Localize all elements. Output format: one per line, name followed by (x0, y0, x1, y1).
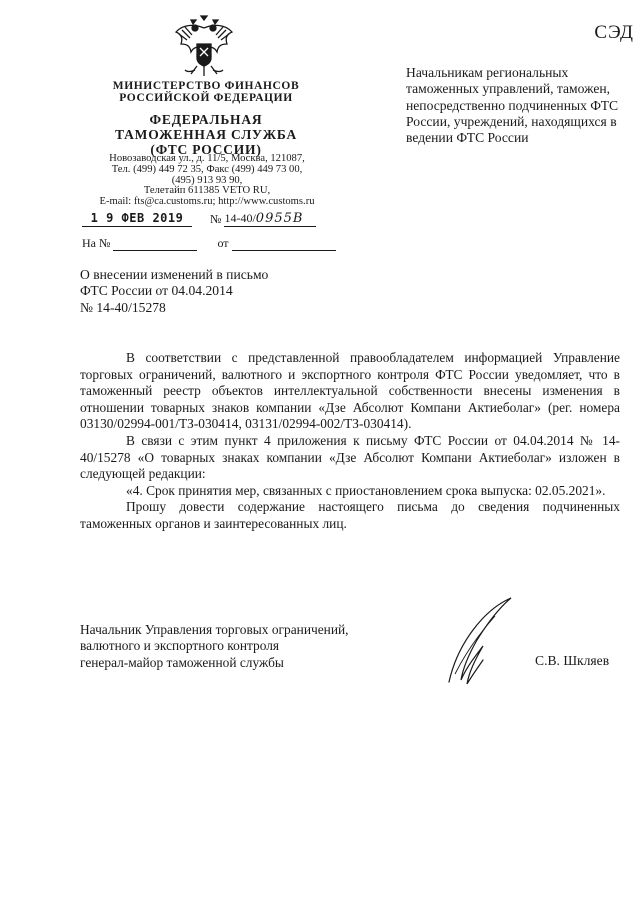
signatory-name: С.В. Шкляев (535, 653, 610, 668)
body-paragraph: В соответствии с представленной правообладателем информацией Управление торговых ограничений, валютного и экспортного контроля ФТС России уведомляет, что в таможенный реестр объектов интеллектуальной собственности внесены изменения в отношении товарных знаков компании «Дзе Абсолют Компани Актиеболаг» (рег. номера 03130/02994-001/ТЗ-030414, 03131/02994-002/ТЗ-030414). (80, 350, 620, 432)
contact-info (82, 154, 332, 208)
position-line: валютного и экспортного контроля (80, 638, 280, 654)
ref-date-field (232, 250, 336, 251)
number-prefix: 14-40/ (224, 211, 256, 225)
subject-line: ФТС России от 04.04.2014 (80, 283, 233, 299)
ministry-name (95, 80, 317, 104)
service-line: ФЕДЕРАЛЬНАЯ (149, 112, 263, 127)
email-line: E-mail: fts@ca.customs.ru; http://www.customs.ru (99, 196, 315, 208)
document-code: СЭД (594, 22, 634, 43)
body-paragraph: В связи с этим пункт 4 приложения к письму ФТС России от 04.04.2014 № 14-40/15278 «О товарных знаках компании «Дзе Абсолют Компани Актиеболаг» изложен в следующей редакции: (80, 432, 620, 482)
number-field (224, 211, 316, 227)
number-handwritten: 0955В (255, 211, 304, 226)
subject-line: О внесении изменений в письмо (80, 267, 269, 282)
position-line: генерал-майор таможенной службы (80, 654, 284, 670)
teletype-line: Телетайп 611385 VETO RU, (143, 185, 271, 197)
service-line: ТАМОЖЕННАЯ СЛУЖБА (114, 127, 298, 142)
letter-body (80, 350, 620, 533)
coat-of-arms-icon (173, 14, 235, 78)
addressee: Начальникам региональных таможенных управлений, таможен, непосредственно подчиненных ФТС России, учреждений, находящихся в ведении ФТС России (406, 65, 619, 146)
signatory-position (80, 622, 400, 671)
ministry-line: МИНИСТЕРСТВО ФИНАНСОВ (112, 80, 300, 92)
ref-label: На № (82, 236, 111, 250)
position-line: Начальник Управления торговых ограничений, (80, 622, 349, 637)
service-name (95, 112, 317, 157)
service-line: (ФТС РОССИИ) (150, 142, 262, 157)
number-label: № (210, 212, 222, 226)
reference-row (82, 236, 336, 251)
date-field (82, 211, 192, 227)
body-paragraph: «4. Срок принятия мер, связанных с приостановлением срока выпуска: 02.05.2021». (126, 482, 606, 498)
body-paragraph: Прошу довести содержание настоящего письма до сведения подчиненных таможенных органов и заинтересованных лиц. (80, 499, 620, 531)
from-label: от (217, 236, 229, 250)
address-line: Новозаводская ул., д. 11/5, Москва, 121087, (109, 153, 305, 164)
registration-row (82, 211, 316, 227)
handwritten-signature (425, 594, 535, 690)
phone-line: Тел. (499) 449 72 35, Факс (499) 449 73 00, (111, 163, 303, 175)
phone-line: (495) 913 93 90, (171, 174, 243, 186)
ref-number-field (113, 250, 197, 251)
date-stamp: 1 9 ФЕВ 2019 (90, 211, 184, 225)
subject (80, 267, 320, 316)
subject-line: № 14-40/15278 (80, 299, 166, 315)
ministry-line: РОССИЙСКОЙ ФЕДЕРАЦИИ (119, 92, 293, 104)
